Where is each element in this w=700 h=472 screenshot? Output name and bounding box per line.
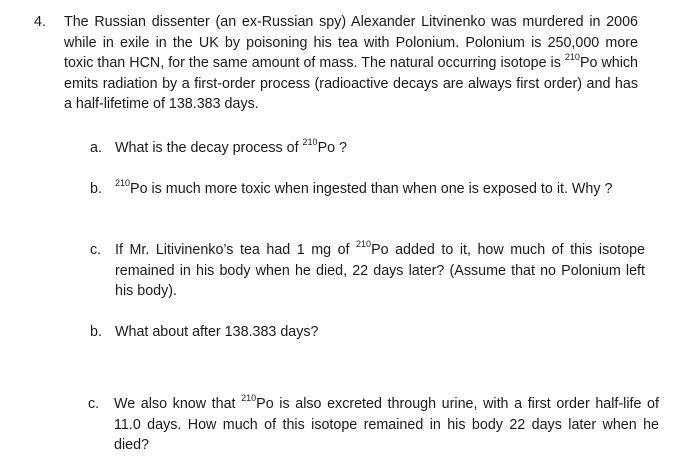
subquestion-label: b. xyxy=(90,181,102,197)
subquestion-b-followup xyxy=(90,322,650,344)
question-text-intro: The Russian dissenter (an ex-Russian spy) Alexander Litvinenko was murdered in 2006 while in exile in the UK by poisoning his tea with Polonium. Polonium is 250,000 more toxic than HCN, for the same amount of mass. The natural occurring isotope is xyxy=(64,14,638,71)
question-text xyxy=(64,12,638,115)
question-number: 4. xyxy=(34,14,46,30)
subquestion-label: a. xyxy=(90,140,102,156)
isotope-symbol: Po xyxy=(130,181,148,197)
subquestion-text-start: What is the decay process of xyxy=(115,140,303,156)
isotope-symbol: Po xyxy=(256,396,274,412)
subquestion-a xyxy=(90,138,650,160)
subquestion-text-end: is also excreted through urine, with a first order half-life of 11.0 days. How much of this isotope remained in his body 22 days later when he died? xyxy=(114,396,659,453)
isotope-symbol: Po xyxy=(371,242,389,258)
subquestion-b xyxy=(90,179,650,223)
isotope-symbol: Po xyxy=(579,55,598,71)
isotope-symbol: Po xyxy=(317,140,336,156)
subquestion-label: b. xyxy=(90,324,102,340)
subquestion-text xyxy=(114,394,659,456)
subquestion-text-end: ? xyxy=(335,140,348,156)
question-text-rest: which emits radiation by a first-order process (radioactive decays are always first order) and has a half-lifetime of 138.383 days. xyxy=(64,55,639,112)
isotope-mass-number: 210 xyxy=(241,393,257,404)
subquestion-text xyxy=(115,138,650,159)
subquestion-text xyxy=(115,179,645,200)
subquestion-text-start: If Mr. Litivinenko’s tea had 1 mg of xyxy=(115,242,357,258)
subquestion-text-end: added to it, how much of this isotope remained in his body when he died, 22 days later? (Assume that no Polonium left his body). xyxy=(115,242,645,299)
subquestion-text: What about after 138.383 days? xyxy=(115,324,319,340)
isotope-mass-number: 210 xyxy=(302,137,318,148)
subquestion-text-end: is much more toxic when ingested than when one is exposed to it. Why ? xyxy=(147,181,613,197)
subquestion-label: c. xyxy=(88,396,100,412)
subquestion-c xyxy=(90,240,650,304)
isotope-mass-number: 210 xyxy=(115,178,131,189)
isotope-mass-number: 210 xyxy=(564,52,580,63)
subquestion-text-start: We also know that xyxy=(114,396,242,412)
subquestion-text xyxy=(115,240,645,302)
isotope-mass-number: 210 xyxy=(356,239,372,250)
subquestion-label: c. xyxy=(90,242,102,258)
subquestion-c-followup xyxy=(88,394,660,458)
